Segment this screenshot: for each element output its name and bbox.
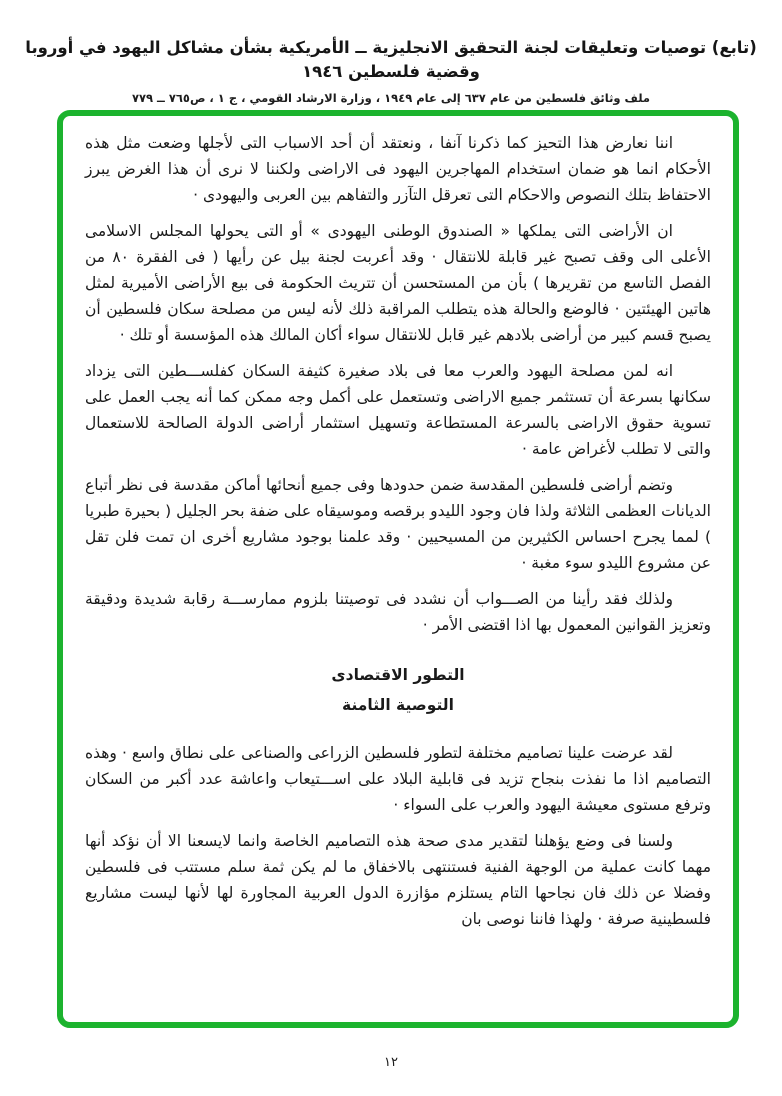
page-number: ١٢ [384,1055,398,1070]
document-source-citation: ملف وثائق فلسطين من عام ٦٣٧ إلى عام ١٩٤٩ ، وزارة الارشاد القومي ، ج ١ ، ص٧٦٥ ــ ٧٧٩ [131,90,651,105]
paragraph-objection-land-clauses: اننا نعارض هذا التحيز كما ذكرنا آنفا ، ونعتقد أن أحد الاسباب التى لأجلها وضعت مثل هذه الأحكام انما هو ضمان استخدام المهاجرين اليهود فى الاراضى ولكننا لا نرى أن هذا الغرض يبرز الاحتفاظ بتلك النصوص والاحكام التى تعرقل التآزر والتفاهم بين العربى واليهودى · [85,134,711,204]
paragraph-schemes-feasibility: ولسنا فى وضع يؤهلنا لتقدير مدى صحة هذه التصاميم الخاصة وانما لايسعنا الا أن نؤكد أنها مهما كانت عملية من الوجهة الفنية فستنتهى بالاخفاق ما لم يكن ثمة سلم مستتب فى فلسطين وفضلا عن ذلك فان نجاحها التام يستلزم مؤازرة الدول العربية المجاورة لها لأنها ليست مشاريع فلسطينية صرفة · ولهذا فاننا نوصى بان [85,832,711,928]
paragraph-jnf-waqf-lands: ان الأراضى التى يملكها « الصندوق الوطنى اليهودى » أو التى يحولها المجلس الاسلامى الأعلى الى وقف تصبح غير قابلة للانتقال · وقد أعربت لجنة بيل عن رأيها ( فى الفقرة ٨٠ من الفصل التاسع من تقريرها ) بأن من المستحسن أن تتريث الحكومة فى بيع الأراضى الأميرية لمثل هاتين الهيئتين · فالوضع والحالة هذه يتطلب المراقبة ذلك لأنه ليس من مصلحة سكان فلسطين أن يصبح قسم كبير من أراضى بلادهم غير قابل للانتقال سواء أكان المالك هذه المؤسسة أو تلك · [85,222,711,344]
paragraph-development-schemes: لقد عرضت علينا تصاميم مختلفة لتطور فلسطين الزراعى والصناعى على نطاق واسع · وهذه التصاميم اذا ما نفذت بنجاح تزيد فى قابلية البلاد على اســـتيعاب واعاشة عدد أكبر من السكان وترفع مستوى معيشة اليهود والعرب على السواء · [85,744,711,814]
paragraph-land-investment: انه لمن مصلحة اليهود والعرب معا فى بلاد صغيرة كثيفة السكان كفلســـطين التى يزداد سكانها بسرعة أن تستثمر جميع الاراضى وتستعمل على أكمل وجه ممكن كما أنه يجب العمل على تسوية حقوق الاراضى بالسرعة المستطاعة وتسهيل استثمار أراضى الدولة الصالحة للاستعمال والتى لا تطلب لأغراض عامة · [85,362,711,458]
section-heading-economic-development: التطور الاقتصادى [331,666,465,684]
document-body [63,116,733,932]
section-heading-eighth-recommendation: التوصية الثامنة [342,696,454,714]
document-title: (تابع) توصيات وتعليقات لجنة التحقيق الانجليزية ــ الأمريكية بشأن مشاكل اليهود في أوروبا وقضية فلسطين ١٩٤٦ [25,38,757,81]
paragraph-holy-places-lido: وتضم أراضى فلسطين المقدسة ضمن حدودها وفى جميع أنحائها أماكن مقدسة فى نظر أتباع الديانات العظمى الثلاثة ولذا فان وجود الليدو برقصه وموسيقاه على ضفة بحر الجليل ( بحيرة طبريا ) لمما يجرح احساس الكثيرين من المسيحيين · وقد علمنا بوجود مشاريع أخرى ان تمت فلن تقل عن مشروع الليدو سوء مغبة · [85,476,711,572]
highlight-frame [57,110,739,1028]
document-header [0,36,782,105]
paragraph-strict-supervision: ولذلك فقد رأينا من الصـــواب أن نشدد فى توصيتنا بلزوم ممارســـة رقابة شديدة ودقيقة وتعزيز القوانين المعمول بها اذا اقتضى الأمر · [85,590,711,634]
